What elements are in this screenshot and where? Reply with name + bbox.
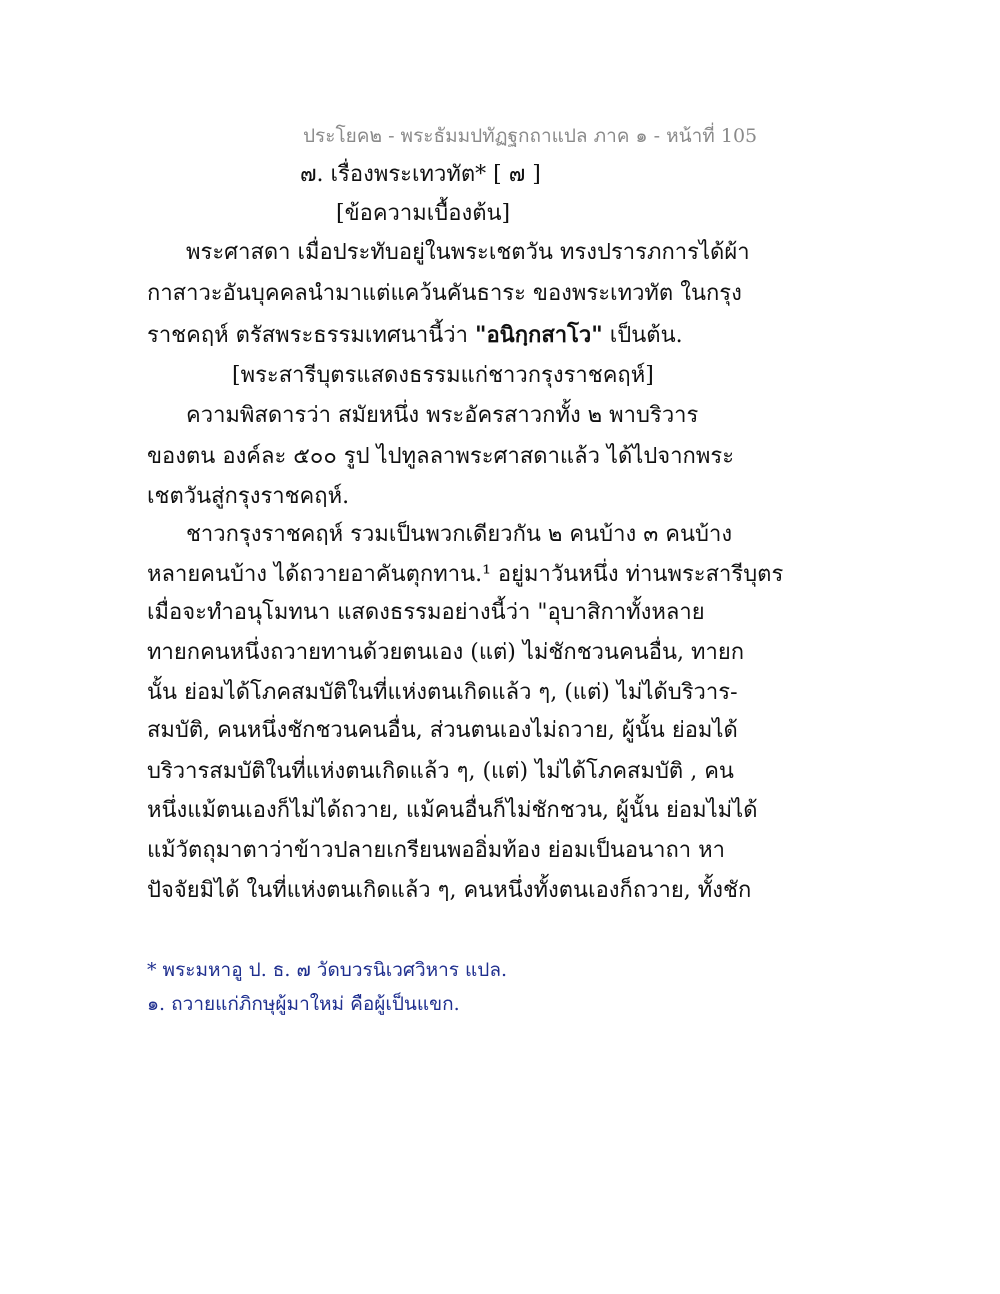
paragraph-1-line-3-end: เป็นต้น. [602,323,683,348]
paragraph-1-line-3 [147,320,683,351]
paragraph-3-line-2: หลายคนบ้าง ได้ถวายอาคันตุกทาน.¹ อยู่มาวันหนึ่ง ท่านพระสารีบุตร [147,562,784,587]
footnote-translator: * พระมหาอู ป. ธ. ๗ วัดบวรนิเวศวิหาร แปล. [147,959,508,981]
paragraph-1-line-1: พระศาสดา เมื่อประทับอยู่ในพระเชตวัน ทรงปรารภการได้ผ้า [186,240,750,265]
section-heading-sariputta: [พระสารีบุตรแสดงธรรมแก่ชาวกรุงราชคฤห์] [232,363,654,388]
paragraph-3-line-5: นั้น ย่อมได้โภคสมบัติในที่แห่งตนเกิดแล้ว ๆ, (แต่) ไม่ได้บริวาร- [147,680,738,705]
paragraph-3-line-7: บริวารสมบัติในที่แห่งตนเกิดแล้ว ๆ, (แต่) ไม่ได้โภคสมบัติ , คน [147,759,734,784]
story-title: ๗. เรื่องพระเทวทัต* [ ๗ ] [300,162,541,187]
paragraph-3-line-6: สมบัติ, คนหนึ่งชักชวนคนอื่น, ส่วนตนเองไม่ถวาย, ผู้นั้น ย่อมได้ [147,718,738,743]
paragraph-3-line-8: หนึ่งแม้ตนเองก็ไม่ได้ถวาย, แม้คนอื่นก็ไม่ชักชวน, ผู้นั้น ย่อมไม่ได้ [147,798,758,823]
paragraph-3-line-3: เมื่อจะทำอนุโมทนา แสดงธรรมอย่างนี้ว่า "อุบาสิกาทั้งหลาย [147,600,705,625]
running-header: ประโยค๒ - พระธัมมปทัฏฐกถาแปล ภาค ๑ - หน้าที่ 105 [303,125,758,147]
paragraph-2-line-2: ของตน องค์ละ ๕๐๐ รูป ไปทูลลาพระศาสดาแล้ว ได้ไปจากพระ [147,444,735,469]
pali-keyword: "อนิกฺกสาโว" [474,322,603,348]
paragraph-2-line-1: ความพิสดารว่า สมัยหนึ่ง พระอัครสาวกทั้ง ๒ พาบริวาร [186,403,699,428]
footnote-1: ๑. ถวายแก่ภิกษุผู้มาใหม่ คือผู้เป็นแขก. [147,993,460,1015]
paragraph-3-line-9: แม้วัตถุมาตาว่าข้าวปลายเกรียนพออิ่มท้อง ย่อมเป็นอนาถา หา [147,838,726,863]
paragraph-3-line-4: ทายกคนหนึ่งถวายทานด้วยตนเอง (แต่) ไม่ชักชวนคนอื่น, ทายก [147,640,745,665]
paragraph-3-line-1: ชาวกรุงราชคฤห์ รวมเป็นพวกเดียวกัน ๒ คนบ้าง ๓ คนบ้าง [186,522,733,547]
paragraph-2-line-3: เชตวันสู่กรุงราชคฤห์. [147,484,350,509]
paragraph-1-line-2: กาสาวะอันบุคคลนำมาแต่แคว้นคันธาระ ของพระเทวทัต ในกรุง [147,281,742,306]
paragraph-3-line-10: ปัจจัยมิได้ ในที่แห่งตนเกิดแล้ว ๆ, คนหนึ่งทั้งตนเองก็ถวาย, ทั้งชัก [147,878,752,903]
paragraph-1-line-3-start: ราชคฤห์ ตรัสพระธรรมเทศนานี้ว่า [147,323,475,348]
section-heading-intro: [ข้อความเบื้องต้น] [336,201,511,226]
